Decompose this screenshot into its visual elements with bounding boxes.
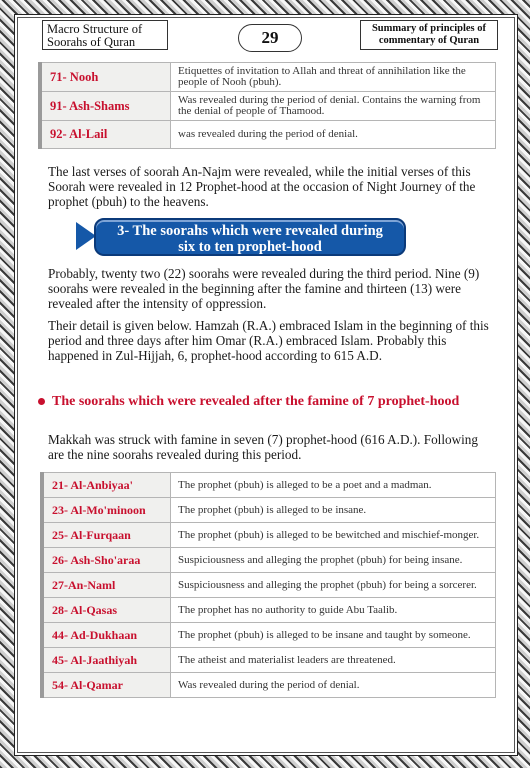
soorah-table-bottom [40,472,496,698]
soorah-description: Was revealed during the period of denial. [171,673,496,698]
chapter-title-line2: commentary of Quran [378,35,480,46]
soorah-name: 23- Al-Mo'minoon [42,498,171,523]
table-row [42,498,496,523]
section-banner [94,218,406,256]
soorah-description: The atheist and materialist leaders are threatened. [171,648,496,673]
soorah-name: 92- Al-Lail [40,121,171,149]
bullet-heading: The soorahs which were revealed after the famine of 7 prophet-hood [52,394,460,409]
table-row [42,548,496,573]
soorah-description: The prophet (pbuh) is alleged to be insane and taught by someone. [171,623,496,648]
soorah-description: Was revealed during the period of denial. Contains the warning from the denial of people of Thamood. [171,92,496,121]
page-number: 29 [238,24,302,52]
soorah-description: Etiquettes of invitation to Allah and threat of annihilation like the people of Nooh (pbuh). [171,63,496,92]
table-row [42,473,496,498]
soorah-name: 54- Al-Qamar [42,673,171,698]
soorah-description: The prophet (pbuh) is alleged to be bewitched and mischief-monger. [171,523,496,548]
soorah-name: 26- Ash-Sho'araa [42,548,171,573]
soorah-name: 27-An-Naml [42,573,171,598]
soorah-description: Suspiciousness and alleging the prophet (pbuh) for being insane. [171,548,496,573]
banner-line1: 3- The soorahs which were revealed during [117,223,383,239]
soorah-table-top [38,62,496,149]
table-row [40,121,496,149]
paragraph-third-period: Probably, twenty two (22) soorahs were revealed during the third period. Nine (9) soorahs were revealed in the beginning after the famine and thirteen (13) were revealed after the intensity of oppression. [48,266,480,311]
table-row [42,673,496,698]
book-title-line1: Macro Structure of [47,22,143,36]
soorah-name: 45- Al-Jaathiyah [42,648,171,673]
soorah-name: 71- Nooh [40,63,171,92]
soorah-description: The prophet (pbuh) is alleged to be a poet and a madman. [171,473,496,498]
soorah-name: 91- Ash-Shams [40,92,171,121]
paragraph-famine: Makkah was struck with famine in seven (7) prophet-hood (616 A.D.). Following are the nine soorahs revealed during this period. [48,432,478,462]
table-row [40,92,496,121]
banner-line2: six to ten prophet-hood [178,239,322,255]
soorah-description: The prophet (pbuh) is alleged to be insane. [171,498,496,523]
chapter-title-line1: Summary of principles of [371,23,487,34]
book-title-line2: Soorahs of Quran [47,35,136,49]
soorah-name: 28- Al-Qasas [42,598,171,623]
table-row [42,598,496,623]
soorah-description: The prophet has no authority to guide Abu Taalib. [171,598,496,623]
soorah-name: 21- Al-Anbiyaa' [42,473,171,498]
chapter-title-box [360,20,498,50]
soorah-description: was revealed during the period of denial. [171,121,496,149]
soorah-description: Suspiciousness and alleging the prophet (pbuh) for being a sorcerer. [171,573,496,598]
page-header [30,14,500,52]
paragraph-najm: The last verses of soorah An-Najm were revealed, while the initial verses of this Soorah were revealed in 12 Prophet-hood at the occasion of Night Journey of the prophet (pbuh) to the heavens. [48,164,476,209]
soorah-name: 25- Al-Furqaan [42,523,171,548]
table-row [42,623,496,648]
soorah-name: 44- Ad-Dukhaan [42,623,171,648]
table-row [40,63,496,92]
table-row [42,523,496,548]
table-row [42,648,496,673]
table-row [42,573,496,598]
book-title-box [42,20,168,50]
paragraph-detail: Their detail is given below. Hamzah (R.A.) embraced Islam in the beginning of this period and three days after him Omar (R.A.) embraced Islam. Probably this happened in Zul-Hijjah, 6, prophet-hood according to 615 A.D. [48,318,489,363]
banner-arrow-icon [76,222,96,250]
